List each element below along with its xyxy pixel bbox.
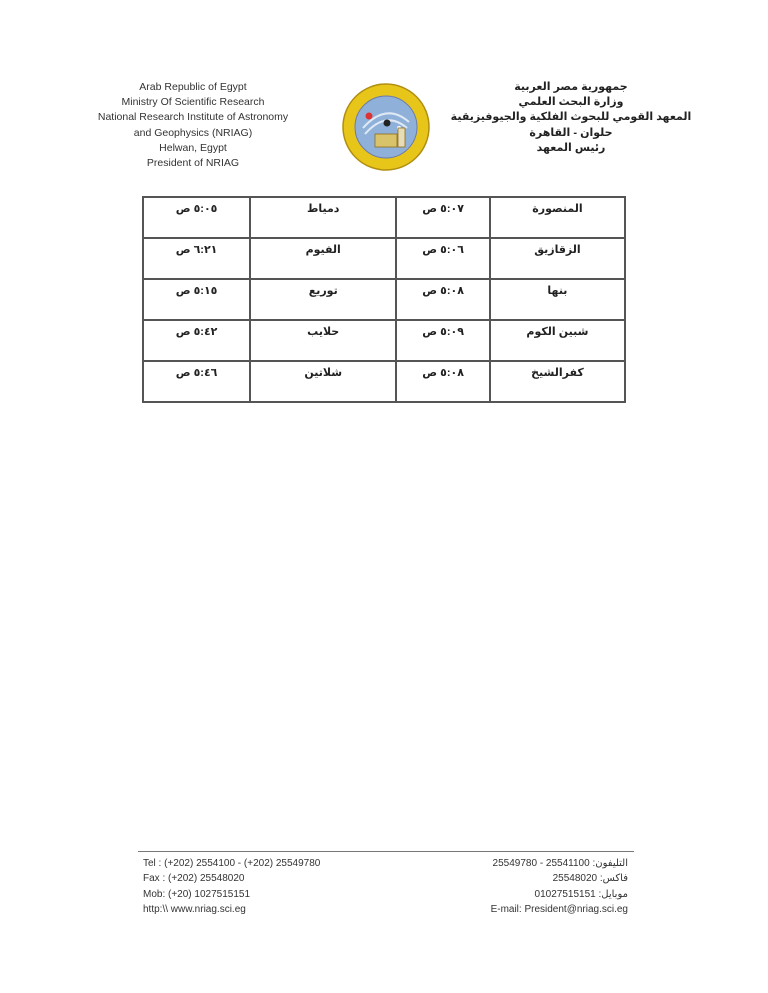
- header-en-line: National Research Institute of Astronomy: [97, 111, 289, 124]
- table-row: [143, 238, 625, 279]
- header-en-line: President of NRIAG: [146, 157, 240, 170]
- footer-fax: Fax : (+202) 25548020: [143, 873, 245, 885]
- city-cell: دمياط: [250, 197, 396, 238]
- footer-ar-value: 25548020: [552, 873, 598, 885]
- footer-ar-label: فاكس:: [599, 873, 628, 885]
- city-cell: الفيوم: [250, 238, 396, 279]
- footer-ar-mobile: [491, 887, 628, 902]
- nriag-emblem-icon: [341, 82, 431, 172]
- city-cell: الزقازيق: [490, 238, 625, 279]
- time-cell: ٥:٠٨ ص: [396, 279, 490, 320]
- city-cell: شبين الكوم: [490, 320, 625, 361]
- time-cell: ٥:٠٥ ص: [143, 197, 250, 238]
- footer-website-link[interactable]: http:\\ www.nriag.sci.eg: [143, 903, 246, 915]
- table-row: [143, 361, 625, 402]
- footer-arabic-contact: [491, 856, 628, 917]
- footer-tel: Tel : (+202) 2554100 - (+202) 25549780: [143, 858, 321, 869]
- header-en-line: Ministry Of Scientific Research: [121, 96, 265, 109]
- time-cell: ٥:٤٦ ص: [143, 361, 250, 402]
- footer-ar-label: موبايل:: [598, 888, 628, 900]
- header-en-line: Helwan, Egypt: [159, 141, 227, 154]
- time-cell: ٥:٠٨ ص: [396, 361, 490, 402]
- footer-email[interactable]: [491, 902, 628, 917]
- city-cell: بنها: [490, 279, 625, 320]
- footer-divider: [138, 851, 634, 852]
- header-ar-line: رئيس المعهد: [536, 141, 606, 154]
- city-cell: حلايب: [250, 320, 396, 361]
- time-cell: ٥:٠٧ ص: [396, 197, 490, 238]
- header-ar-line: حلوان - القاهرة: [529, 126, 613, 139]
- header-en-line: and Geophysics (NRIAG): [133, 126, 253, 139]
- footer-ar-tel: [491, 856, 628, 871]
- header-ar-line: جمهورية مصر العربية: [514, 81, 628, 93]
- table-row: [143, 197, 625, 238]
- footer-ar-fax: [491, 871, 628, 886]
- header-english-block: [64, 80, 322, 171]
- header-ar-line: المعهد القومي للبحوث الفلكية والجيوفيزيقية: [450, 111, 692, 124]
- header-en-line: Arab Republic of Egypt: [139, 81, 247, 93]
- city-cell: توريع: [250, 279, 396, 320]
- table-row: [143, 320, 625, 361]
- city-cell: كفرالشيخ: [490, 361, 625, 402]
- time-cell: ٥:٠٩ ص: [396, 320, 490, 361]
- footer-ar-label: التليفون:: [592, 858, 628, 869]
- time-cell: ٦:٢١ ص: [143, 238, 250, 279]
- header-ar-line: وزارة البحث العلمي: [518, 96, 624, 109]
- footer-ar-value: 25549780 - 25541100: [492, 858, 590, 869]
- prayer-times-table: [142, 196, 626, 403]
- footer-ar-value: 01027515151: [534, 888, 596, 900]
- footer-email-link[interactable]: E-mail: President@nriag.sci.eg: [490, 903, 628, 915]
- time-cell: ٥:٠٦ ص: [396, 238, 490, 279]
- table-row: [143, 279, 625, 320]
- time-cell: ٥:٤٢ ص: [143, 320, 250, 361]
- city-cell: شلاتين: [250, 361, 396, 402]
- footer-english-contact: [143, 856, 320, 917]
- time-cell: ٥:١٥ ص: [143, 279, 250, 320]
- city-cell: المنصورة: [490, 197, 625, 238]
- header-arabic-block: [448, 80, 694, 156]
- footer-mobile: Mob: (+20) 1027515151: [143, 888, 251, 900]
